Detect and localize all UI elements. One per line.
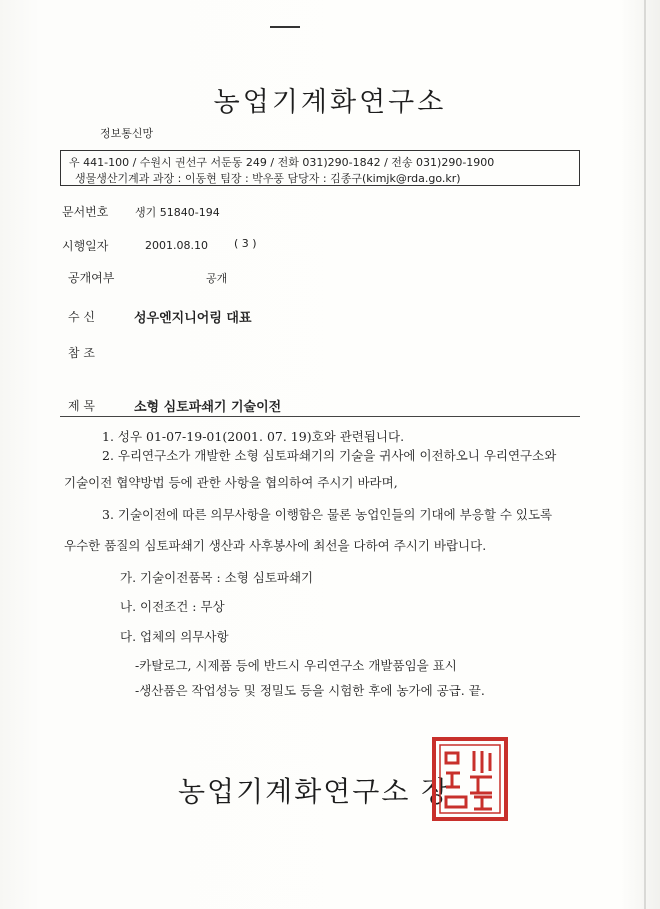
- recipient-label: 수 신: [68, 310, 95, 324]
- issuer-title: 농업기계화연구소 장: [178, 775, 451, 808]
- item-c-2: -생산품은 작업성능 및 정밀도 등을 시험한 후에 농가에 공급. 끝.: [135, 683, 485, 698]
- date-label: 시행일자: [62, 239, 109, 253]
- subject-rule: [60, 416, 580, 417]
- body-paragraph-3a: 3. 기술이전에 따른 의무사항을 이행함은 물론 농업인들의 기대에 부응할 수 있도록: [102, 507, 553, 522]
- reference-label: 참 조: [68, 346, 95, 360]
- date-value: 2001.08.10: [145, 239, 208, 252]
- sub-department: 정보통신망: [100, 127, 154, 140]
- public-label: 공개여부: [68, 271, 115, 285]
- item-a: 가. 기술이전품목 : 소형 심토파쇄기: [120, 570, 314, 585]
- doc-number-value: 생기 51840-194: [135, 206, 220, 219]
- page-title: 농업기계화연구소: [213, 87, 447, 118]
- body-paragraph-1: 1. 성우 01-07-19-01(2001. 07. 19)호와 관련됩니다.: [102, 429, 405, 444]
- official-seal-icon: [430, 735, 510, 823]
- public-value: 공개: [206, 272, 228, 285]
- item-b: 나. 이전조건 : 무상: [120, 599, 225, 614]
- body-paragraph-3b: 우수한 품질의 심토파쇄기 생산과 사후봉사에 최선을 다하여 주시기 바랍니다.: [64, 538, 487, 553]
- body-paragraph-2b: 기술이전 협약방법 등에 관한 사항을 협의하여 주시기 바라며,: [64, 475, 398, 490]
- subject-label: 제 목: [68, 399, 95, 413]
- top-mark: [270, 26, 300, 28]
- contact-box: [60, 150, 580, 186]
- doc-number-label: 문서번호: [62, 205, 109, 219]
- date-extra: ( 3 ): [234, 237, 257, 250]
- subject-value: 소형 심토파쇄기 기술이전: [134, 400, 282, 415]
- page-edge: [644, 0, 646, 909]
- item-c-1: -카탈로그, 시제품 등에 반드시 우리연구소 개발품임을 표시: [135, 658, 457, 673]
- address-line: 우 441-100 / 수원시 권선구 서둔동 249 / 전화 031)290-1842 / 전송 031)290-1900: [69, 156, 495, 169]
- body-paragraph-2a: 2. 우리연구소가 개발한 소형 심토파쇄기의 기술을 귀사에 이전하오니 우리연구소와: [102, 448, 557, 463]
- recipient-value: 성우엔지니어링 대표: [134, 311, 252, 326]
- contact-line: 생물생산기계과 과장 : 이동현 팀장 : 박우풍 담당자 : 김종구(kimjk@rda.go.kr): [75, 172, 461, 185]
- item-c: 다. 업체의 의무사항: [120, 629, 229, 644]
